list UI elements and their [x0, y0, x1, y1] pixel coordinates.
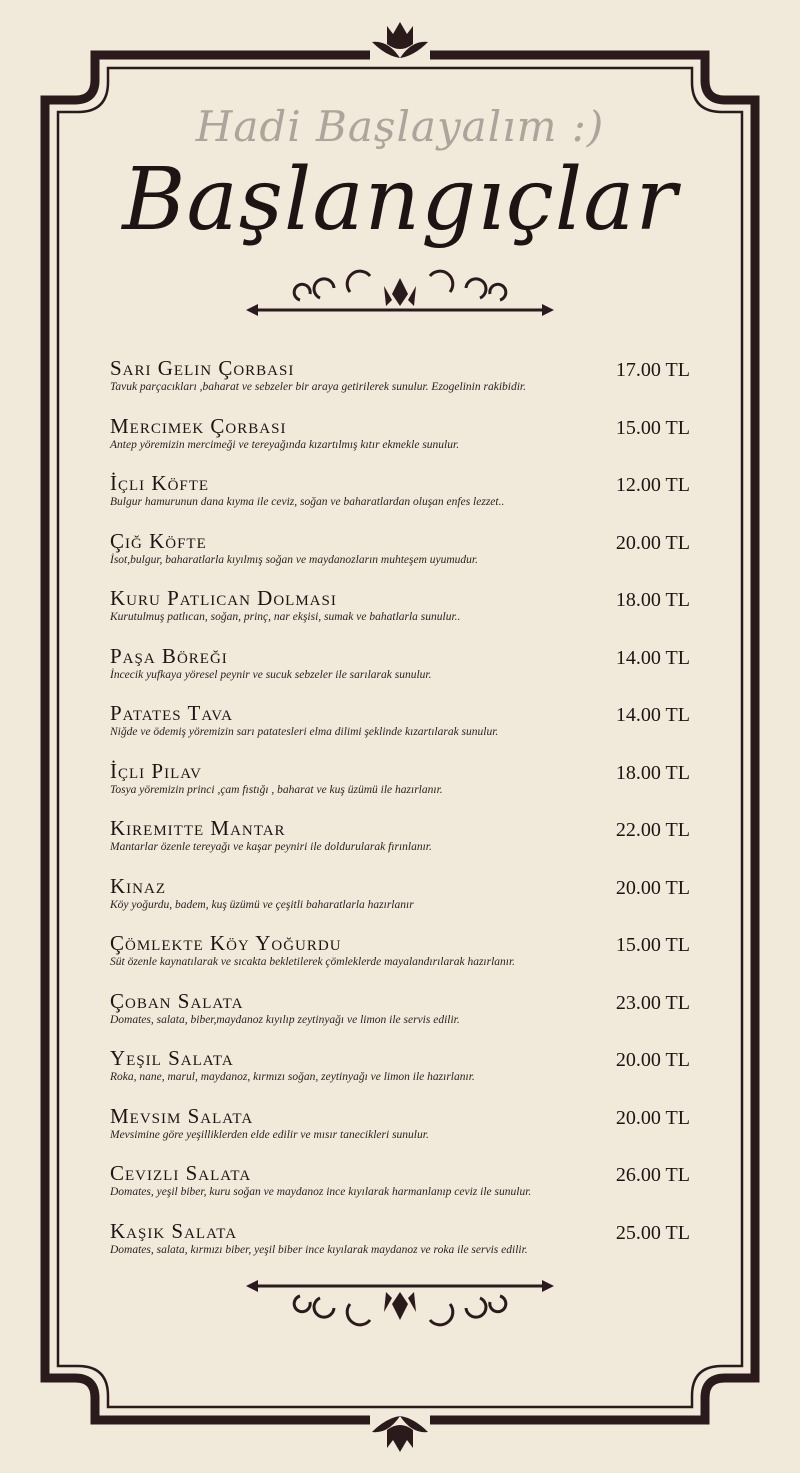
item-name: Paşa Böreği — [110, 643, 228, 668]
bottom-tulip-ornament — [370, 1412, 430, 1452]
item-price: 12.00 TL — [615, 474, 690, 496]
item-name: Kiremitte Mantar — [110, 816, 286, 840]
menu-item — [110, 759, 694, 817]
item-name: İçli Pilav — [110, 758, 202, 783]
menu-item — [110, 1219, 694, 1277]
item-price: 18.00 TL — [615, 589, 690, 611]
item-description: Roka, nane, marul, maydanoz, kırmızı soğan, zeytinyağı ve limon ile hazırlanır. — [110, 1071, 475, 1083]
item-name: Cevizli Salata — [110, 1161, 252, 1185]
menu-item — [110, 414, 694, 472]
item-description: Tavuk parçacıkları ,baharat ve sebzeler bir araya getirilerek sunulur. Ezogelinin rakibidir. — [110, 381, 526, 393]
item-price: 20.00 TL — [615, 876, 690, 899]
item-price: 17.00 TL — [615, 359, 690, 381]
menu-subtitle: Hadi Başlayalım :) — [195, 102, 605, 151]
item-name: Mercimek Çorbası — [110, 413, 287, 438]
top-scroll-divider — [246, 271, 554, 316]
item-price: 26.00 TL — [615, 1164, 690, 1186]
menu-item-list — [110, 356, 694, 1276]
item-description: İsot,bulgur, baharatlarla kıyılmış soğan ve maydanozların muhteşem uyumudur. — [110, 553, 478, 566]
item-description: Niğde ve ödemiş yöremizin sarı patatesleri elma dilimi şeklinde kızartılarak sunulur. — [110, 726, 499, 738]
item-description: Kurutulmuş patlıcan, soğan, prinç, nar ekşisi, sumak ve bahatlarla sunulur.. — [110, 611, 461, 623]
item-name: Çiğ Köfte — [110, 528, 207, 553]
item-price: 15.00 TL — [615, 416, 690, 439]
item-price: 23.00 TL — [615, 991, 690, 1014]
item-description: Tosya yöremizin princi ,çam fıstığı , baharat ve kuş üzümü ile hazırlanır. — [110, 783, 443, 796]
item-name: İçli Köfte — [110, 471, 210, 495]
item-description: Domates, salata, kırmızı biber, yeşil biber ince kıyılarak maydanoz ve roka ile servis edilir. — [110, 1243, 528, 1256]
item-price: 20.00 TL — [615, 1049, 690, 1071]
item-price: 20.00 TL — [615, 1106, 690, 1129]
item-name: Kınaz — [110, 873, 166, 898]
item-name: Yeşil Salata — [110, 1046, 234, 1070]
item-price: 14.00 TL — [615, 704, 690, 726]
item-name: Mevsim Salata — [110, 1103, 254, 1128]
menu-item — [110, 931, 694, 989]
menu-title: Başlangıçlar — [122, 150, 678, 250]
item-name: Sarı Gelin Çorbası — [110, 356, 295, 380]
item-description: Süt özenle kaynatılarak ve sıcakta bekletilerek çömleklerde mayalandırılarak hazırlanır. — [110, 956, 516, 968]
item-price: 22.00 TL — [615, 819, 690, 841]
item-description: Mevsimine göre yeşilliklerden elde edilir ve mısır tanecikleri sunulur. — [110, 1128, 429, 1141]
menu-item — [110, 471, 694, 529]
menu-item — [110, 874, 694, 932]
item-name: Kuru Patlıcan Dolması — [110, 586, 337, 610]
menu-item — [110, 989, 694, 1047]
item-name: Patates Tava — [110, 701, 233, 725]
item-description: Domates, salata, biber,maydanoz kıyılıp zeytinyağı ve limon ile servis edilir. — [110, 1013, 460, 1026]
menu-item — [110, 1104, 694, 1162]
item-name: Çoban Salata — [110, 988, 244, 1013]
bottom-scroll-divider — [246, 1280, 554, 1325]
item-description: Domates, yeşil biber, kuru soğan ve maydanoz ince kıyılarak harmanlanıp ceviz ile sunulur. — [110, 1186, 532, 1198]
menu-item — [110, 586, 694, 644]
item-price: 18.00 TL — [615, 761, 690, 784]
menu-item — [110, 816, 694, 874]
item-description: Mantarlar özenle tereyağı ve kaşar peyniri ile doldurularak fırınlanır. — [110, 841, 432, 853]
item-description: İncecik yufkaya yöresel peynir ve sucuk sebzeler ile sarılarak sunulur. — [110, 668, 432, 681]
menu-item — [110, 356, 694, 414]
item-description: Antep yöremizin mercimeği ve tereyağında kızartılmış kıtır ekmekle sunulur. — [110, 438, 460, 451]
menu-item — [110, 529, 694, 587]
item-price: 15.00 TL — [615, 934, 690, 956]
item-price: 14.00 TL — [615, 646, 690, 669]
item-description: Bulgur hamurunun dana kıyma ile ceviz, soğan ve baharatlardan oluşan enfes lezzet.. — [110, 496, 505, 508]
menu-item — [110, 701, 694, 759]
menu-item — [110, 644, 694, 702]
item-description: Köy yoğurdu, badem, kuş üzümü ve çeşitli baharatlarla hazırlanır — [110, 898, 414, 911]
item-name: Kaşık Salata — [110, 1218, 238, 1243]
menu-item — [110, 1161, 694, 1219]
item-price: 25.00 TL — [615, 1221, 690, 1244]
menu-item — [110, 1046, 694, 1104]
item-name: Çömlekte Köy Yoğurdu — [110, 931, 342, 955]
item-price: 20.00 TL — [615, 531, 690, 554]
top-tulip-ornament — [370, 22, 430, 60]
